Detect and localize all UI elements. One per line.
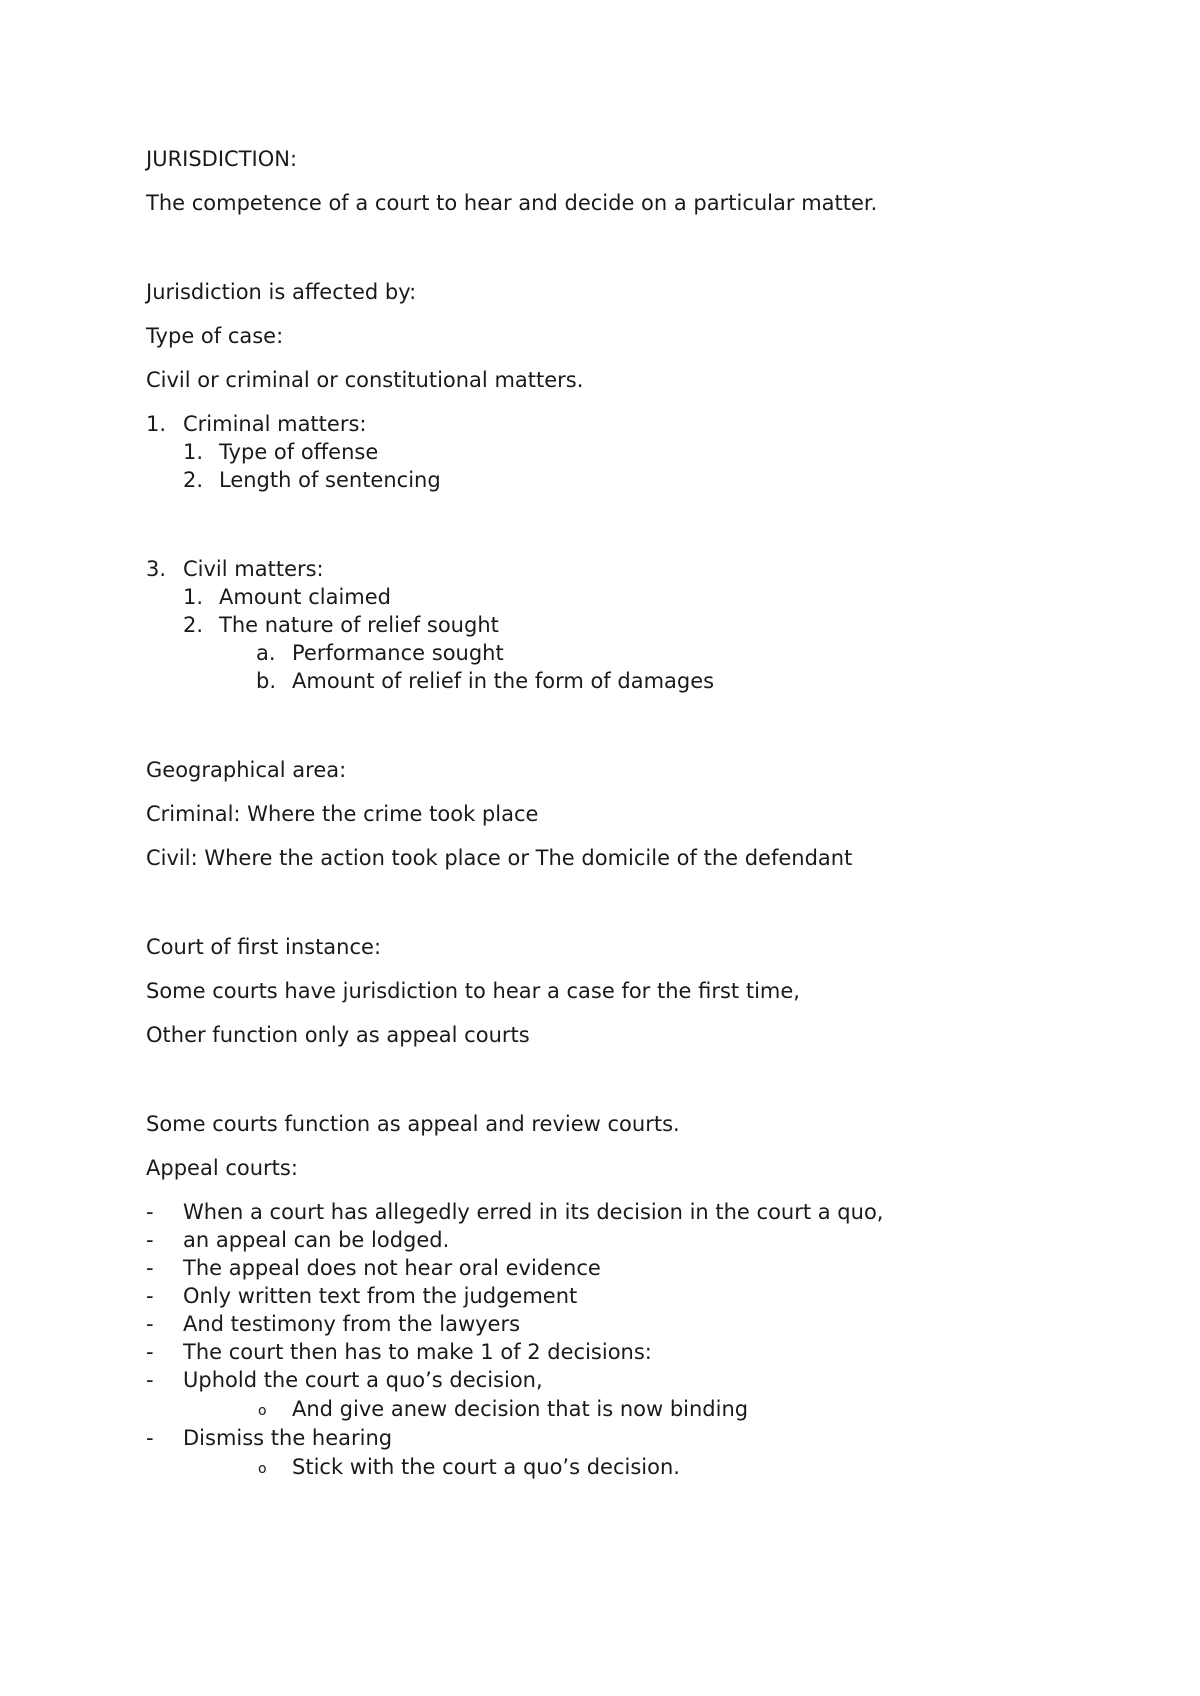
appeal-heading: Appeal courts: xyxy=(146,1156,298,1180)
sub-bullet-item: Stick with the court a quo’s decision. xyxy=(292,1455,680,1479)
bullet-item: Only written text from the judgement xyxy=(183,1284,578,1308)
dash-bullet: - xyxy=(146,1368,154,1392)
dash-bullet: - xyxy=(146,1200,154,1224)
list-number: 3. xyxy=(146,557,167,581)
circle-bullet-icon: o xyxy=(258,1403,267,1419)
bullet-item: And testimony from the lawyers xyxy=(183,1312,521,1336)
dash-bullet: - xyxy=(146,1228,154,1252)
dash-bullet: - xyxy=(146,1426,154,1450)
list-item: Length of sentencing xyxy=(219,468,441,492)
bullet-item: Dismiss the hearing xyxy=(183,1426,393,1450)
appeal-intro: Some courts function as appeal and review courts. xyxy=(146,1112,680,1136)
list-number: 1. xyxy=(146,412,167,436)
list-number: 1. xyxy=(183,440,204,464)
list-item: Type of offense xyxy=(219,440,379,464)
dash-bullet: - xyxy=(146,1312,154,1336)
type-of-case-intro: Civil or criminal or constitutional matters. xyxy=(146,368,584,392)
definition-text: The competence of a court to hear and decide on a particular matter. xyxy=(146,191,878,215)
bullet-item: an appeal can be lodged. xyxy=(183,1228,450,1252)
list-item: The nature of relief sought xyxy=(219,613,499,637)
bullet-item: The court then has to make 1 of 2 decisions: xyxy=(183,1340,652,1364)
bullet-item: Uphold the court a quo’s decision, xyxy=(183,1368,543,1392)
list-number: 2. xyxy=(183,468,204,492)
dash-bullet: - xyxy=(146,1256,154,1280)
document-heading: JURISDICTION: xyxy=(146,147,298,171)
geographical-civil: Civil: Where the action took place or The domicile of the defendant xyxy=(146,846,853,870)
civil-matters-label: Civil matters: xyxy=(183,557,324,581)
dash-bullet: - xyxy=(146,1340,154,1364)
first-instance-heading: Court of first instance: xyxy=(146,935,382,959)
dash-bullet: - xyxy=(146,1284,154,1308)
geographical-heading: Geographical area: xyxy=(146,758,347,782)
sub-bullet-item: And give anew decision that is now binding xyxy=(292,1397,749,1421)
list-item: Amount claimed xyxy=(219,585,391,609)
list-letter: b. xyxy=(256,669,277,693)
list-letter: a. xyxy=(256,641,276,665)
list-item: Amount of relief in the form of damages xyxy=(292,669,715,693)
geographical-criminal: Criminal: Where the crime took place xyxy=(146,802,539,826)
circle-bullet-icon: o xyxy=(258,1461,267,1477)
type-of-case-heading: Type of case: xyxy=(146,324,284,348)
list-number: 2. xyxy=(183,613,204,637)
list-item: Performance sought xyxy=(292,641,504,665)
bullet-item: When a court has allegedly erred in its decision in the court a quo, xyxy=(183,1200,884,1224)
list-number: 1. xyxy=(183,585,204,609)
bullet-item: The appeal does not hear oral evidence xyxy=(183,1256,601,1280)
affected-by-text: Jurisdiction is affected by: xyxy=(146,280,417,304)
criminal-matters-label: Criminal matters: xyxy=(183,412,367,436)
first-instance-line: Some courts have jurisdiction to hear a case for the first time, xyxy=(146,979,800,1003)
first-instance-line: Other function only as appeal courts xyxy=(146,1023,530,1047)
